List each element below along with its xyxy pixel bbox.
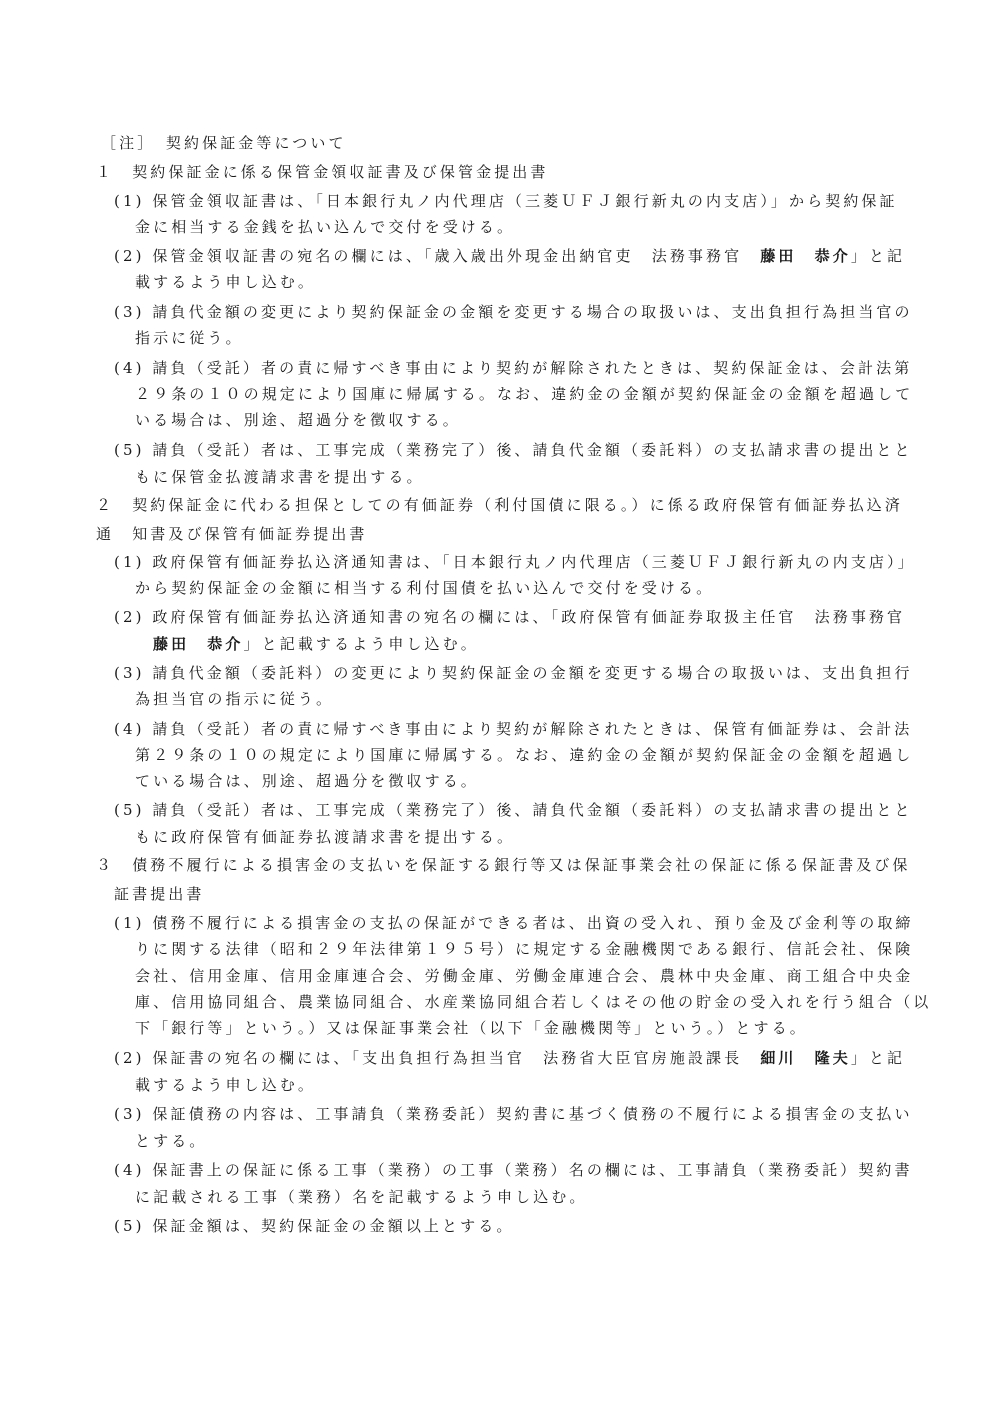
s1-item3-line2: 指示に従う。 [135,329,244,347]
s2-item2-line1: (2) 政府保管有価証券払込済通知書の宛名の欄には、「政府保管有価証券取扱主任官 法務事務官 [114,608,906,626]
s2-item3-line1: (3) 請負代金額（委託料）の変更により契約保証金の金額を変更する場合の取扱いは、支出負担行 [114,664,913,682]
s1-item2-line1 [114,246,905,266]
section-2-heading-line2: 通 知書及び保管有価証券提出書 [96,525,368,543]
note-title: ［注］ 契約保証金等について [101,134,347,152]
officer-name: 藤田 恭介 [760,247,851,265]
s3-item1-line5: 下「銀行等」という。）又は保証事業会社（以下「金融機関等」という。）とする。 [135,1019,808,1037]
officer-name: 藤田 恭介 [153,635,244,653]
s1-item5-line2: もに保管金払渡請求書を提出する。 [135,468,425,486]
s1-item4-line3: いる場合は、別途、超過分を徴収する。 [135,411,461,429]
s3-item3-line1: (3) 保証債務の内容は、工事請負（業務委託）契約書に基づく債務の不履行による損害金の支払い [114,1105,913,1123]
s3-item2-line2: 載するよう申し込む。 [135,1076,317,1094]
s3-item4-line2: に記載される工事（業務）名を記載するよう申し込む。 [135,1188,588,1206]
s3-item1-line2: りに関する法律（昭和２９年法律第１９５号）に規定する金融機関である銀行、信託会社、保険 [135,940,914,958]
s1-item1-line2: 金に相当する金銭を払い込んで交付を受ける。 [135,218,516,236]
section-1-heading: １ 契約保証金に係る保管金領収証書及び保管金提出書 [96,163,549,181]
s1-item2-text-post: 」と記 [850,247,906,265]
s2-item1-line2: から契約保証金の金額に相当する利付国債を払い込んで交付を受ける。 [135,579,715,597]
s3-item2-text-pre: (2) 保証書の宛名の欄には、「支出負担行為担当官 法務省大臣官房施設課長 [114,1049,761,1067]
s1-item4-line1: (4) 請負（受託）者の責に帰すべき事由により契約が解除されたときは、契約保証金は、会計法第 [114,359,913,377]
s2-item2-line2 [153,634,479,654]
s2-item5-line1: (5) 請負（受託）者は、工事完成（業務完了）後、請負代金額（委託料）の支払請求書の提出とと [114,801,913,819]
s3-item4-line1: (4) 保証書上の保証に係る工事（業務）の工事（業務）名の欄には、工事請負（業務委託）契約書 [114,1161,913,1179]
s1-item2-text-pre: (2) 保管金領収証書の宛名の欄には、「歳入歳出外現金出納官吏 法務事務官 [114,247,761,265]
s2-item4-line1: (4) 請負（受託）者の責に帰すべき事由により契約が解除されたときは、保管有価証券は、会計法 [114,720,913,738]
s2-item2-text-post: 」と記載するよう申し込む。 [243,635,479,653]
s2-item4-line2: 第２９条の１０の規定により国庫に帰属する。なお、違約金の金額が契約保証金の金額を超過し [135,746,914,764]
s2-item5-line2: もに政府保管有価証券払渡請求書を提出する。 [135,828,516,846]
s3-item2-line1 [114,1048,905,1068]
s3-item1-line1: (1) 債務不履行による損害金の支払の保証ができる者は、出資の受入れ、預り金及び金利等の取締 [114,914,914,932]
s3-item1-line3: 会社、信用金庫、信用金庫連合会、労働金庫、労働金庫連合会、農林中央金庫、商工組合中央金 [135,967,914,985]
s1-item1-line1: (1) 保管金領収証書は、「日本銀行丸ノ内代理店（三菱ＵＦＪ銀行新丸の内支店）」から契約保証 [114,192,898,210]
s2-item4-line3: ている場合は、別途、超過分を徴収する。 [135,772,479,790]
section-3-heading-line1: ３ 債務不履行による損害金の支払いを保証する銀行等又は保証事業会社の保証に係る保証書及び保 [96,856,911,874]
s1-item2-line2: 載するよう申し込む。 [135,273,317,291]
s2-item1-line1: (1) 政府保管有価証券払込済通知書は、「日本銀行丸ノ内代理店（三菱ＵＦＪ銀行新丸の内支店）」 [114,553,916,571]
section-2-heading-line1: ２ 契約保証金に代わる担保としての有価証券（利付国債に限る。）に係る政府保管有価証券払込済 [96,496,904,514]
s3-item5-line1: (5) 保証金額は、契約保証金の金額以上とする。 [114,1217,515,1235]
officer-name: 細川 隆夫 [760,1049,851,1067]
s1-item5-line1: (5) 請負（受託）者は、工事完成（業務完了）後、請負代金額（委託料）の支払請求書の提出とと [114,441,913,459]
s1-item3-line1: (3) 請負代金額の変更により契約保証金の金額を変更する場合の取扱いは、支出負担行為担当官の [114,303,913,321]
s3-item3-line2: とする。 [135,1132,208,1150]
s2-item3-line2: 為担当官の指示に従う。 [135,690,335,708]
s1-item4-line2: ２９条の１０の規定により国庫に帰属する。なお、違約金の金額が契約保証金の金額を超過して [135,385,914,403]
section-3-heading-line2: 証書提出書 [114,885,205,903]
s3-item1-line4: 庫、信用協同組合、農業協同組合、水産業協同組合若しくはその他の貯金の受入れを行う組合（以 [135,993,932,1011]
s3-item2-text-post: 」と記 [850,1049,906,1067]
